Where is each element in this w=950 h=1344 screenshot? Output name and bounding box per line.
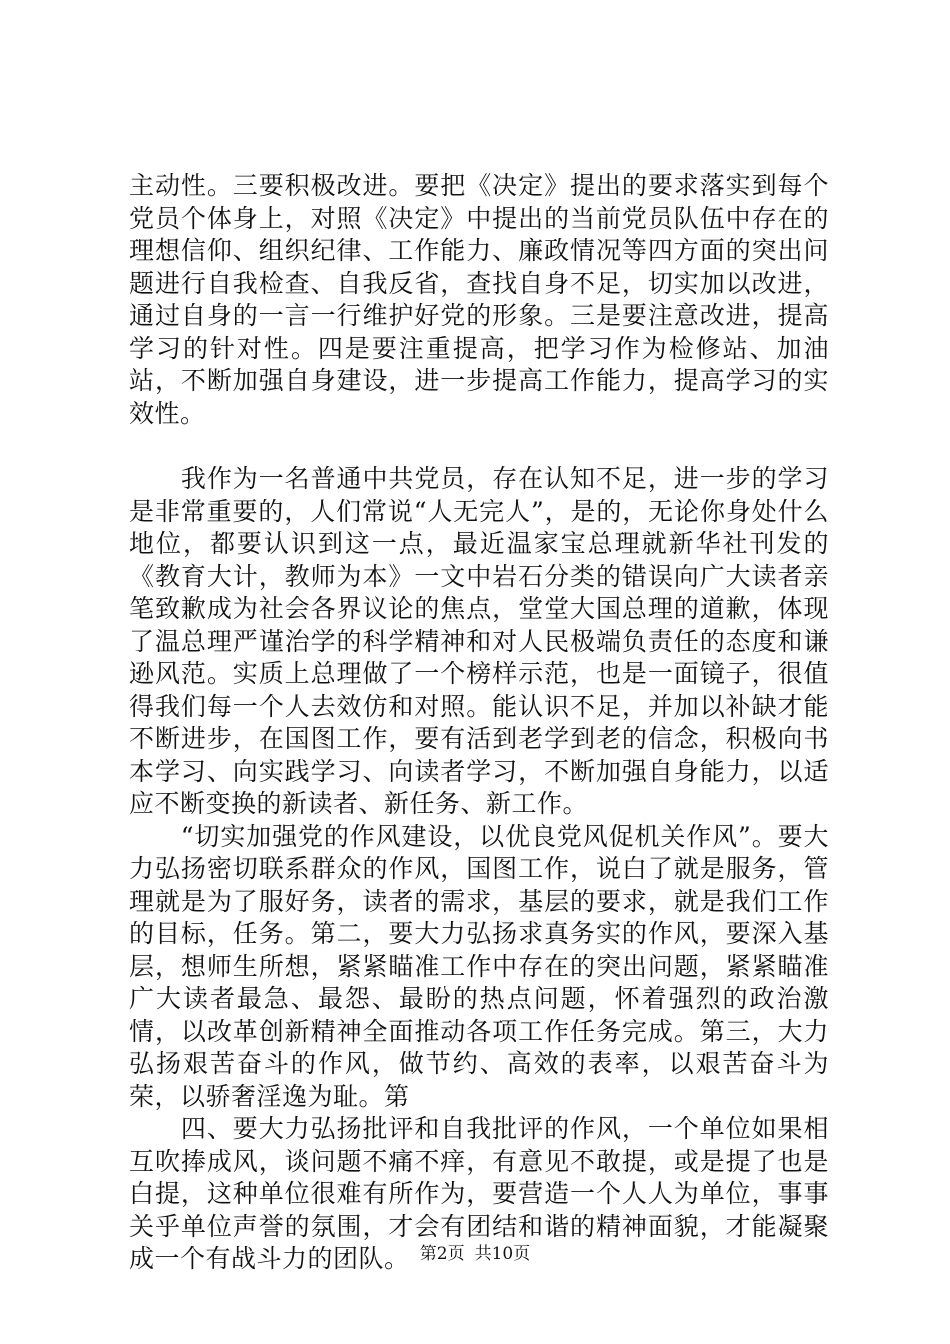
page-footer: [0, 1243, 950, 1265]
document-body: [129, 170, 829, 1276]
paragraph-2: 我作为一名普通中共党员，存在认知不足，进一步的学习是非常重要的，人们常说“人无完人”，是的，无论你身处什么地位，都要认识到这一点，最近温家宝总理就新华社刊发的《教育大计，教师为本》一文中岩石分类的错误向广大读者亲笔致歉成为社会各界议论的焦点，堂堂大国总理的道歉，体现了温总理严谨治学的科学精神和对人民极端负责任的态度和谦逊风范。实质上总理做了一个榜样示范，也是一面镜子，很值得我们每一个人去效仿和对照。能认识不足，并加以补缺才能不断进步，在国图工作，要有活到老学到老的信念，积极向书本学习、向实践学习、向读者学习，不断加强自身能力，以适应不断变换的新读者、新任务、新工作。: [129, 464, 829, 818]
paragraph-gap: [129, 430, 829, 463]
paragraph-3: “切实加强党的作风建设，以优良党风促机关作风”。要大力弘扬密切联系群众的作风，国图工作，说白了就是服务，管理就是为了服好务，读者的需求，基层的要求，就是我们工作的目标，任务。第二，要大力弘扬求真务实的作风，要深入基层，想师生所想，紧紧瞄准工作中存在的突出问题，紧紧瞄准广大读者最急、最怨、最盼的热点问题，怀着强烈的政治激情，以改革创新精神全面推动各项工作任务完成。第三，大力弘扬艰苦奋斗的作风，做节约、高效的表率，以艰苦奋斗为荣，以骄奢淫逸为耻。第: [129, 821, 829, 1111]
paragraph-4: 四、要大力弘扬批评和自我批评的作风，一个单位如果相互吹捧成风，谈问题不痛不痒，有意见不敢提，或是提了也是白提，这种单位很难有所作为，要营造一个人人为单位，事事关乎单位声誉的氛围，才会有团结和谐的精神面貌，才能凝聚成一个有战斗力的团队。: [129, 1114, 829, 1273]
page-number: 第2页: [419, 1244, 465, 1264]
total-pages: 共10页: [474, 1244, 531, 1264]
paragraph-1: 主动性。三要积极改进。要把《决定》提出的要求落实到每个党员个体身上，对照《决定》中提出的当前党员队伍中存在的理想信仰、组织纪律、工作能力、廉政情况等四方面的突出问题进行自我检查、自我反省，查找自身不足，切实加以改进，通过自身的一言一行维护好党的形象。三是要注意改进，提高学习的针对性。四是要注重提高，把学习作为检修站、加油站，不断加强自身建设，进一步提高工作能力，提高学习的实效性。: [129, 171, 829, 428]
